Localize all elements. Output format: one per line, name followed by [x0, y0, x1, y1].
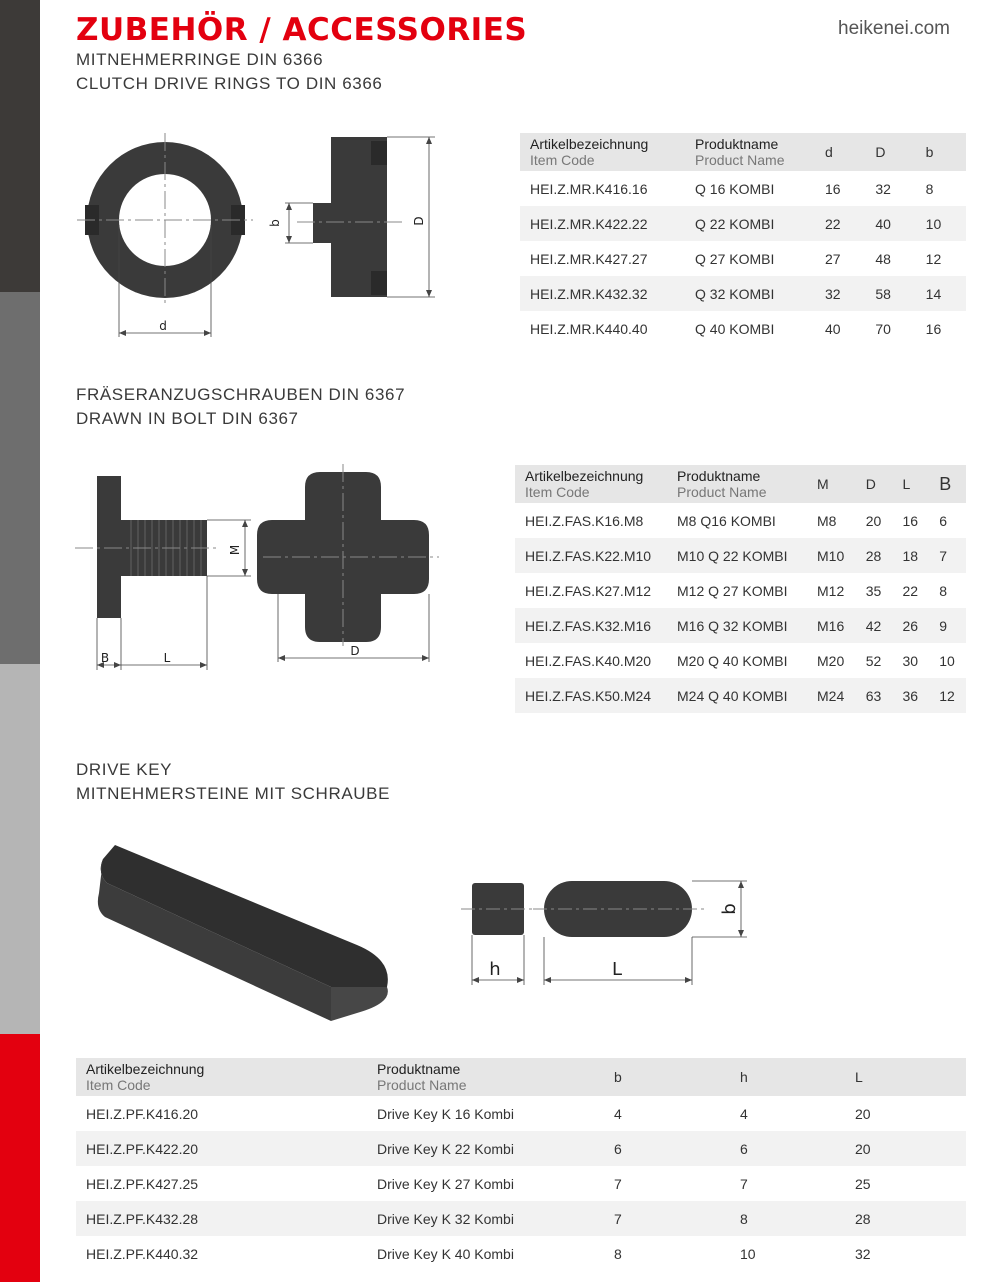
col-header-product-name: Produktname Product Name [685, 133, 815, 171]
dim-label-L: L [163, 651, 171, 665]
table-row: HEI.Z.FAS.K27.M12 M12 Q 27 KOMBI M12 35 22 8 [525, 582, 948, 599]
dim-label-B: B [100, 651, 110, 665]
dim-label-D: D [412, 216, 426, 226]
table-row: HEI.Z.PF.K422.20 Drive Key K 22 Kombi 6 6 20 [76, 1131, 966, 1166]
table-row: HEI.Z.MR.K422.22 Q 22 KOMBI 22 40 10 [520, 206, 966, 241]
col-header-d: d [815, 133, 865, 171]
sidebar-segment-light-grey [0, 664, 40, 1034]
section-1-title-en: CLUTCH DRIVE RINGS TO DIN 6366 [76, 74, 383, 93]
table-row: HEI.Z.PF.K440.32 Drive Key K 40 Kombi 8 10 32 [86, 1245, 871, 1262]
section-3-title-de: MITNEHMERSTEINE MIT SCHRAUBE [76, 784, 391, 803]
clutch-ring-front-view [77, 133, 253, 337]
dim-label-L-key: L [611, 959, 623, 980]
page-title: ZUBEHÖR / ACCESSORIES [76, 12, 528, 48]
col-header-B: B [929, 465, 966, 503]
bolt-side-view [75, 476, 251, 670]
table-row: HEI.Z.MR.K427.27 Q 27 KOMBI 27 48 12 [530, 250, 942, 267]
clutch-ring-drawing [75, 125, 475, 350]
table-row: HEI.Z.FAS.K40.M20 M20 Q 40 KOMBI M20 52 30 10 [525, 652, 955, 669]
section-2-title-de: FRÄSERANZUGSCHRAUBEN DIN 6367 [76, 385, 406, 404]
col-header-M: M [807, 465, 856, 503]
col-header-b: b [604, 1058, 730, 1096]
table-header-row [520, 133, 966, 171]
sidebar-segment-grey [0, 292, 40, 664]
drawn-in-bolt-table [515, 465, 966, 713]
table-row: HEI.Z.MR.K416.16 Q 16 KOMBI 16 32 8 [530, 180, 934, 197]
table-header-row [76, 1058, 966, 1096]
dim-label-b: b [268, 219, 282, 227]
col-header-D: D [856, 465, 893, 503]
table-row: HEI.Z.FAS.K16.M8 M8 Q16 KOMBI M8 20 16 6 [525, 512, 948, 529]
dim-label-D-cross: D [350, 644, 360, 658]
table-row: HEI.Z.FAS.K32.M16 M16 Q 32 KOMBI M16 42 26 9 [515, 608, 966, 643]
dim-label-M: M [228, 544, 242, 556]
drive-key-top-view [533, 881, 747, 985]
drive-key-drawing [95, 835, 755, 1030]
col-header-b: b [916, 133, 966, 171]
website-url: heikenei.com [838, 18, 950, 39]
table-row: HEI.Z.MR.K440.40 Q 40 KOMBI 40 70 16 [530, 320, 942, 337]
bolt-front-view [257, 464, 439, 662]
dim-label-d: d [159, 319, 167, 333]
table-row: HEI.Z.PF.K432.28 Drive Key K 32 Kombi 7 8 28 [76, 1201, 966, 1236]
dim-label-b-key: b [719, 903, 740, 915]
drive-key-3d-view [98, 845, 388, 1021]
section-3-title-en: DRIVE KEY [76, 760, 173, 779]
col-header-item-code: Artikelbezeichnung Item Code [520, 133, 685, 171]
sidebar-segment-red [0, 1034, 40, 1282]
col-header-product-name: Produktname Product Name [367, 1058, 604, 1096]
col-header-item-code: Artikelbezeichnung Item Code [76, 1058, 367, 1096]
table-row: HEI.Z.PF.K416.20 Drive Key K 16 Kombi 4 4 20 [86, 1105, 871, 1122]
section-1-title-de: MITNEHMERRINGE DIN 6366 [76, 50, 324, 69]
table-row: HEI.Z.MR.K432.32 Q 32 KOMBI 32 58 14 [520, 276, 966, 311]
table-row: HEI.Z.PF.K427.25 Drive Key K 27 Kombi 7 7 25 [86, 1175, 871, 1192]
col-header-product-name: Produktname Product Name [667, 465, 807, 503]
col-header-item-code: Artikelbezeichnung Item Code [515, 465, 667, 503]
col-header-L: L [893, 465, 930, 503]
col-header-h: h [730, 1058, 845, 1096]
table-row: HEI.Z.FAS.K22.M10 M10 Q 22 KOMBI M10 28 18 7 [515, 538, 966, 573]
dim-label-h: h [489, 959, 501, 980]
sidebar-color-bar [0, 0, 40, 1282]
sidebar-segment-dark [0, 0, 40, 292]
section-2-title-en: DRAWN IN BOLT DIN 6367 [76, 409, 299, 428]
table-row: HEI.Z.FAS.K50.M24 M24 Q 40 KOMBI M24 63 36 12 [515, 678, 966, 713]
col-header-L: L [845, 1058, 966, 1096]
clutch-ring-side-view [268, 137, 435, 297]
table-header-row [515, 465, 966, 503]
drive-key-end-view [461, 883, 535, 985]
clutch-rings-table [520, 133, 966, 346]
drawn-in-bolt-drawing [75, 460, 475, 670]
drive-key-table [76, 1058, 966, 1271]
col-header-D: D [865, 133, 915, 171]
